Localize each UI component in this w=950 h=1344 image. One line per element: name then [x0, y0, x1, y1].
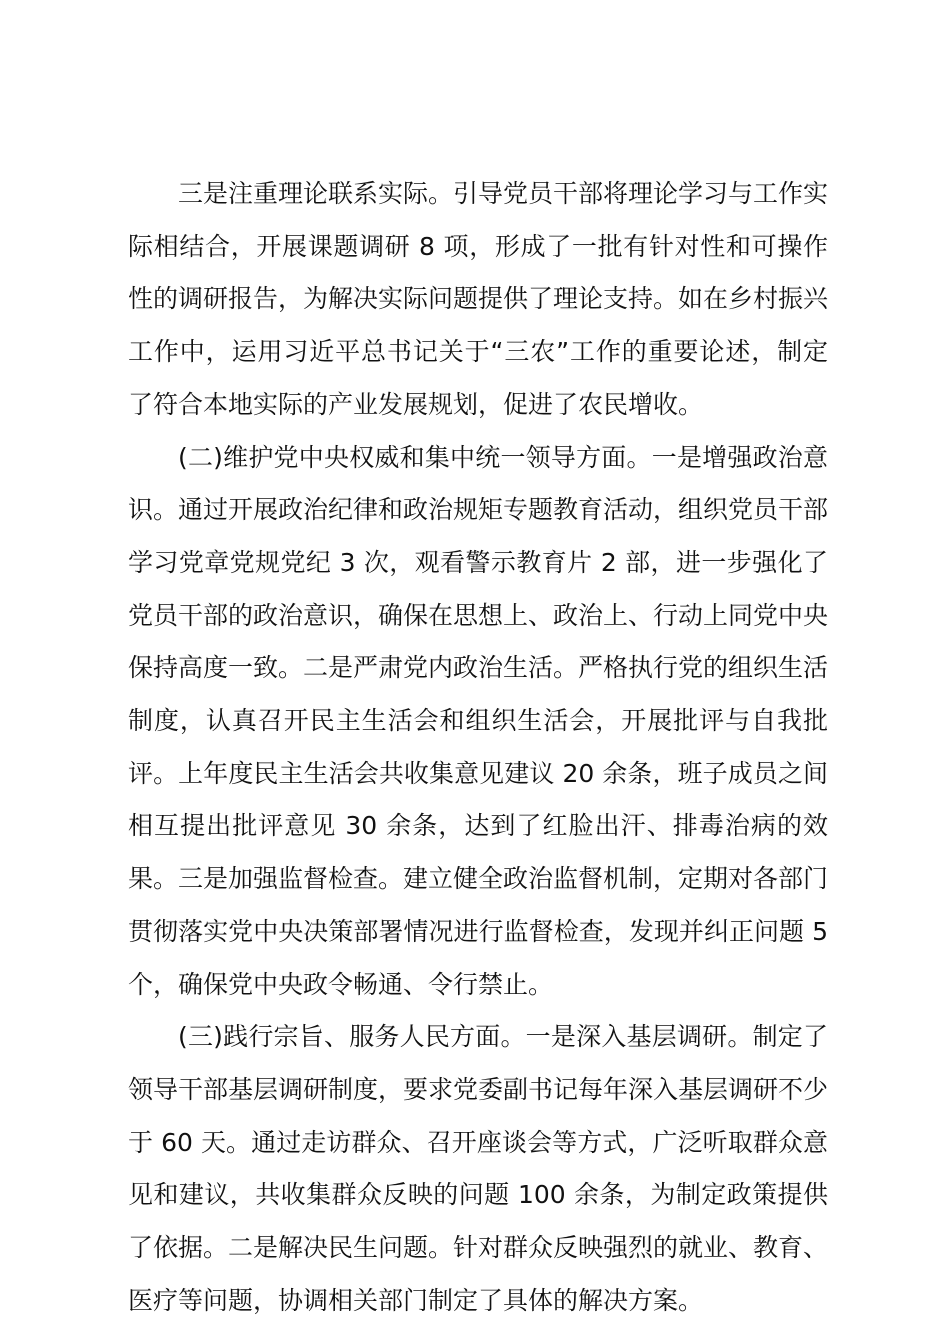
paragraph-party-authority: (二)维护党中央权威和集中统一领导方面。一是增强政治意识。通过开展政治纪律和政治规矩专题教育活动，组织党员干部学习党章党规党纪 3 次，观看警示教育片 2 部，进一步强化了党员干部的政治意识，确保在思想上、政治上、行动上同党中央保持高度一致。二是严肃党内政治生活。严格执行党的组织生活制度，认真召开民主生活会和组织生活会，开展批评与自我批评。上年度民主生活会共收集意见建议 20 余条，班子成员之间相互提出批评意见 30 余条，达到了红脸出汗、排毒治病的效果。三是加强监督检查。建立健全政治监督机制，定期对各部门贯彻落实党中央决策部署情况进行监督检查，发现并纠正问题 5 个，确保党中央政令畅通、令行禁止。 [128, 442, 829, 999]
paragraph-serve-people: (三)践行宗旨、服务人民方面。一是深入基层调研。制定了领导干部基层调研制度，要求党委副书记每年深入基层调研不少于 60 天。通过走访群众、召开座谈会等方式，广泛听取群众意见和建议，共收集群众反映的问题 100 余条，为制定政策提供了依据。二是解决民生问题。针对群众反映强烈的就业、教育、医疗等问题，协调相关部门制定了具体的解决方案。 [128, 1022, 829, 1315]
document-body [128, 168, 828, 1327]
paragraph-theory-practice: 三是注重理论联系实际。引导党员干部将理论学习与工作实际相结合，开展课题调研 8 项，形成了一批有针对性和可操作性的调研报告，为解决实际问题提供了理论支持。如在乡村振兴工作中，运用习近平总书记关于“三农”工作的重要论述，制定了符合本地实际的产业发展规划，促进了农民增收。 [128, 179, 829, 419]
